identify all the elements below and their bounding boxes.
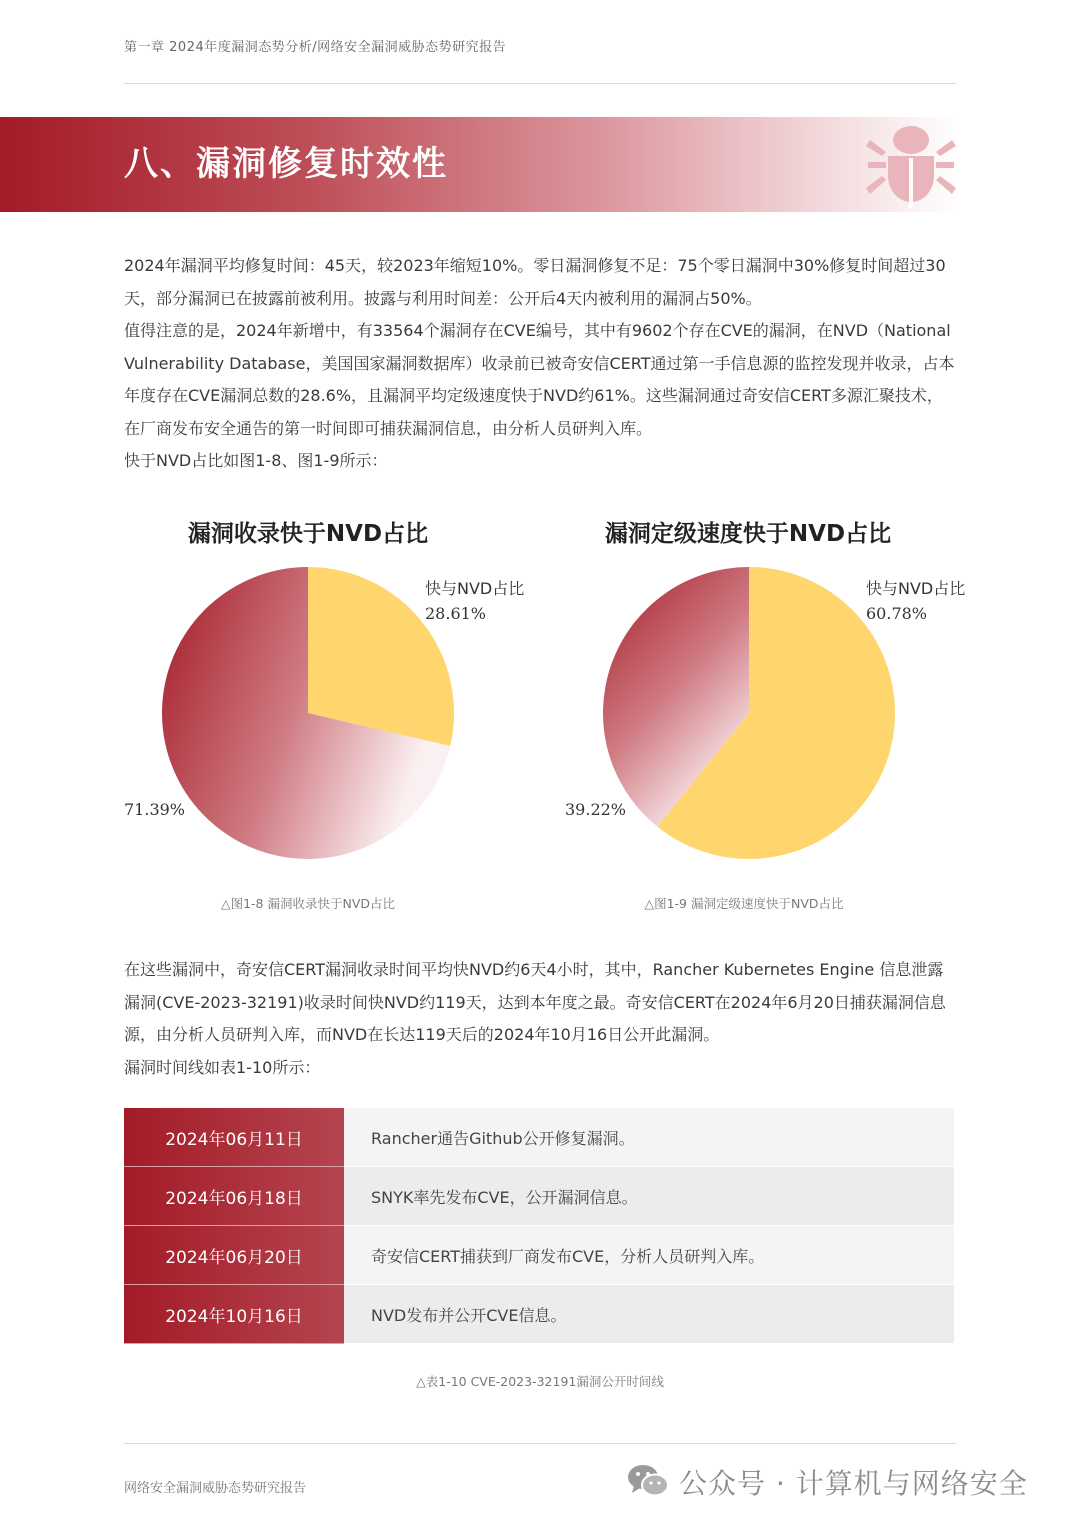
chart-2-caption: △图1-9 漏洞定级速度快于NVD占比 (644, 896, 844, 911)
chart-1-slice-name: 快与NVD占比 (425, 579, 525, 598)
table-row (124, 1226, 954, 1285)
body-text (124, 954, 956, 1084)
section-banner (0, 117, 960, 212)
chart-2-slice-value-faster: 60.78% (866, 604, 928, 623)
table-caption: △表1-10 CVE-2023-32191漏洞公开时间线 (416, 1374, 664, 1389)
bug-icon (866, 120, 956, 210)
chart-1-slice-value-faster: 28.61% (425, 604, 487, 623)
body-paragraph-1: 在这些漏洞中，奇安信CERT漏洞收录时间平均快NVD约6天4小时，其中，Rancher Kubernetes Engine 信息泄露漏洞(CVE-2023-32191)收录时间快NVD约119天，达到本年度之最。奇安信CERT在2024年6月20日捕获漏洞信息源，由分析人员研判入库，而NVD在长达119天后的2024年10月16日公开此漏洞。 (124, 960, 946, 1044)
intro-text (124, 250, 956, 478)
timeline-event: SNYK率先发布CVE，公开漏洞信息。 (344, 1167, 954, 1226)
table-row (124, 1285, 954, 1344)
chart-2-title: 漏洞定级速度快于NVD占比 (604, 521, 892, 547)
chart-2-slice-value-rest: 39.22% (565, 800, 627, 819)
timeline-event: Rancher通告Github公开修复漏洞。 (344, 1108, 954, 1167)
chart-2-slice-label-faster (866, 576, 965, 626)
chart-1-slice-label-faster (425, 576, 524, 626)
chart-1-pie (160, 565, 456, 861)
body-paragraph-2: 漏洞时间线如表1-10所示： (124, 1057, 321, 1077)
timeline-date: 2024年06月11日 (124, 1108, 344, 1167)
timeline-event: NVD发布并公开CVE信息。 (344, 1285, 954, 1344)
intro-paragraph-1: 2024年漏洞平均修复时间：45天，较2023年缩短10%。零日漏洞修复不足：75个零日漏洞中30%修复时间超过30天，部分漏洞已在披露前被利用。披露与利用时间差：公开后4天内被利用的漏洞占50%。 (124, 256, 946, 308)
chart-1-slice-value-rest: 71.39% (124, 800, 186, 819)
table-row (124, 1108, 954, 1167)
section-title: 八、漏洞修复时效性 (124, 144, 448, 184)
running-header: 第一章 2024年度漏洞态势分析/网络安全漏洞威胁态势研究报告 (124, 40, 507, 55)
chart-1-caption: △图1-8 漏洞收录快于NVD占比 (220, 896, 396, 911)
intro-paragraph-3: 快于NVD占比如图1-8、图1-9所示： (124, 451, 388, 470)
chart-1-title: 漏洞收录快于NVD占比 (187, 521, 429, 547)
footer-divider (124, 1443, 956, 1444)
header-divider (124, 83, 956, 84)
table-row (124, 1167, 954, 1226)
intro-paragraph-2: 值得注意的是，2024年新增中，有33564个漏洞存在CVE编号，其中有9602个存在CVE的漏洞，在NVD（National Vulnerability Database，美国国家漏洞数据库）收录前已被奇安信CERT通过第一手信息源的监控发现并收录，占本年度存在CVE漏洞总数的28.6%，且漏洞平均定级速度快于NVD约61%。这些漏洞通过奇安信CERT多源汇聚技术，在厂商发布安全通告的第一时间即可捕获漏洞信息，由分析人员研判入库。 (124, 321, 955, 438)
chart-2-slice-name: 快与NVD占比 (866, 579, 966, 598)
footer-report-title: 网络安全漏洞威胁态势研究报告 (124, 1481, 307, 1496)
timeline-date: 2024年10月16日 (124, 1285, 344, 1344)
footer-brand: 公众号 · 计算机与网络安全 (679, 1467, 1028, 1500)
chart-2-pie (601, 565, 897, 861)
wechat-icon (627, 1462, 669, 1500)
timeline-date: 2024年06月18日 (124, 1167, 344, 1226)
timeline-table (124, 1108, 954, 1344)
timeline-event: 奇安信CERT捕获到厂商发布CVE，分析人员研判入库。 (344, 1226, 954, 1285)
timeline-date: 2024年06月20日 (124, 1226, 344, 1285)
